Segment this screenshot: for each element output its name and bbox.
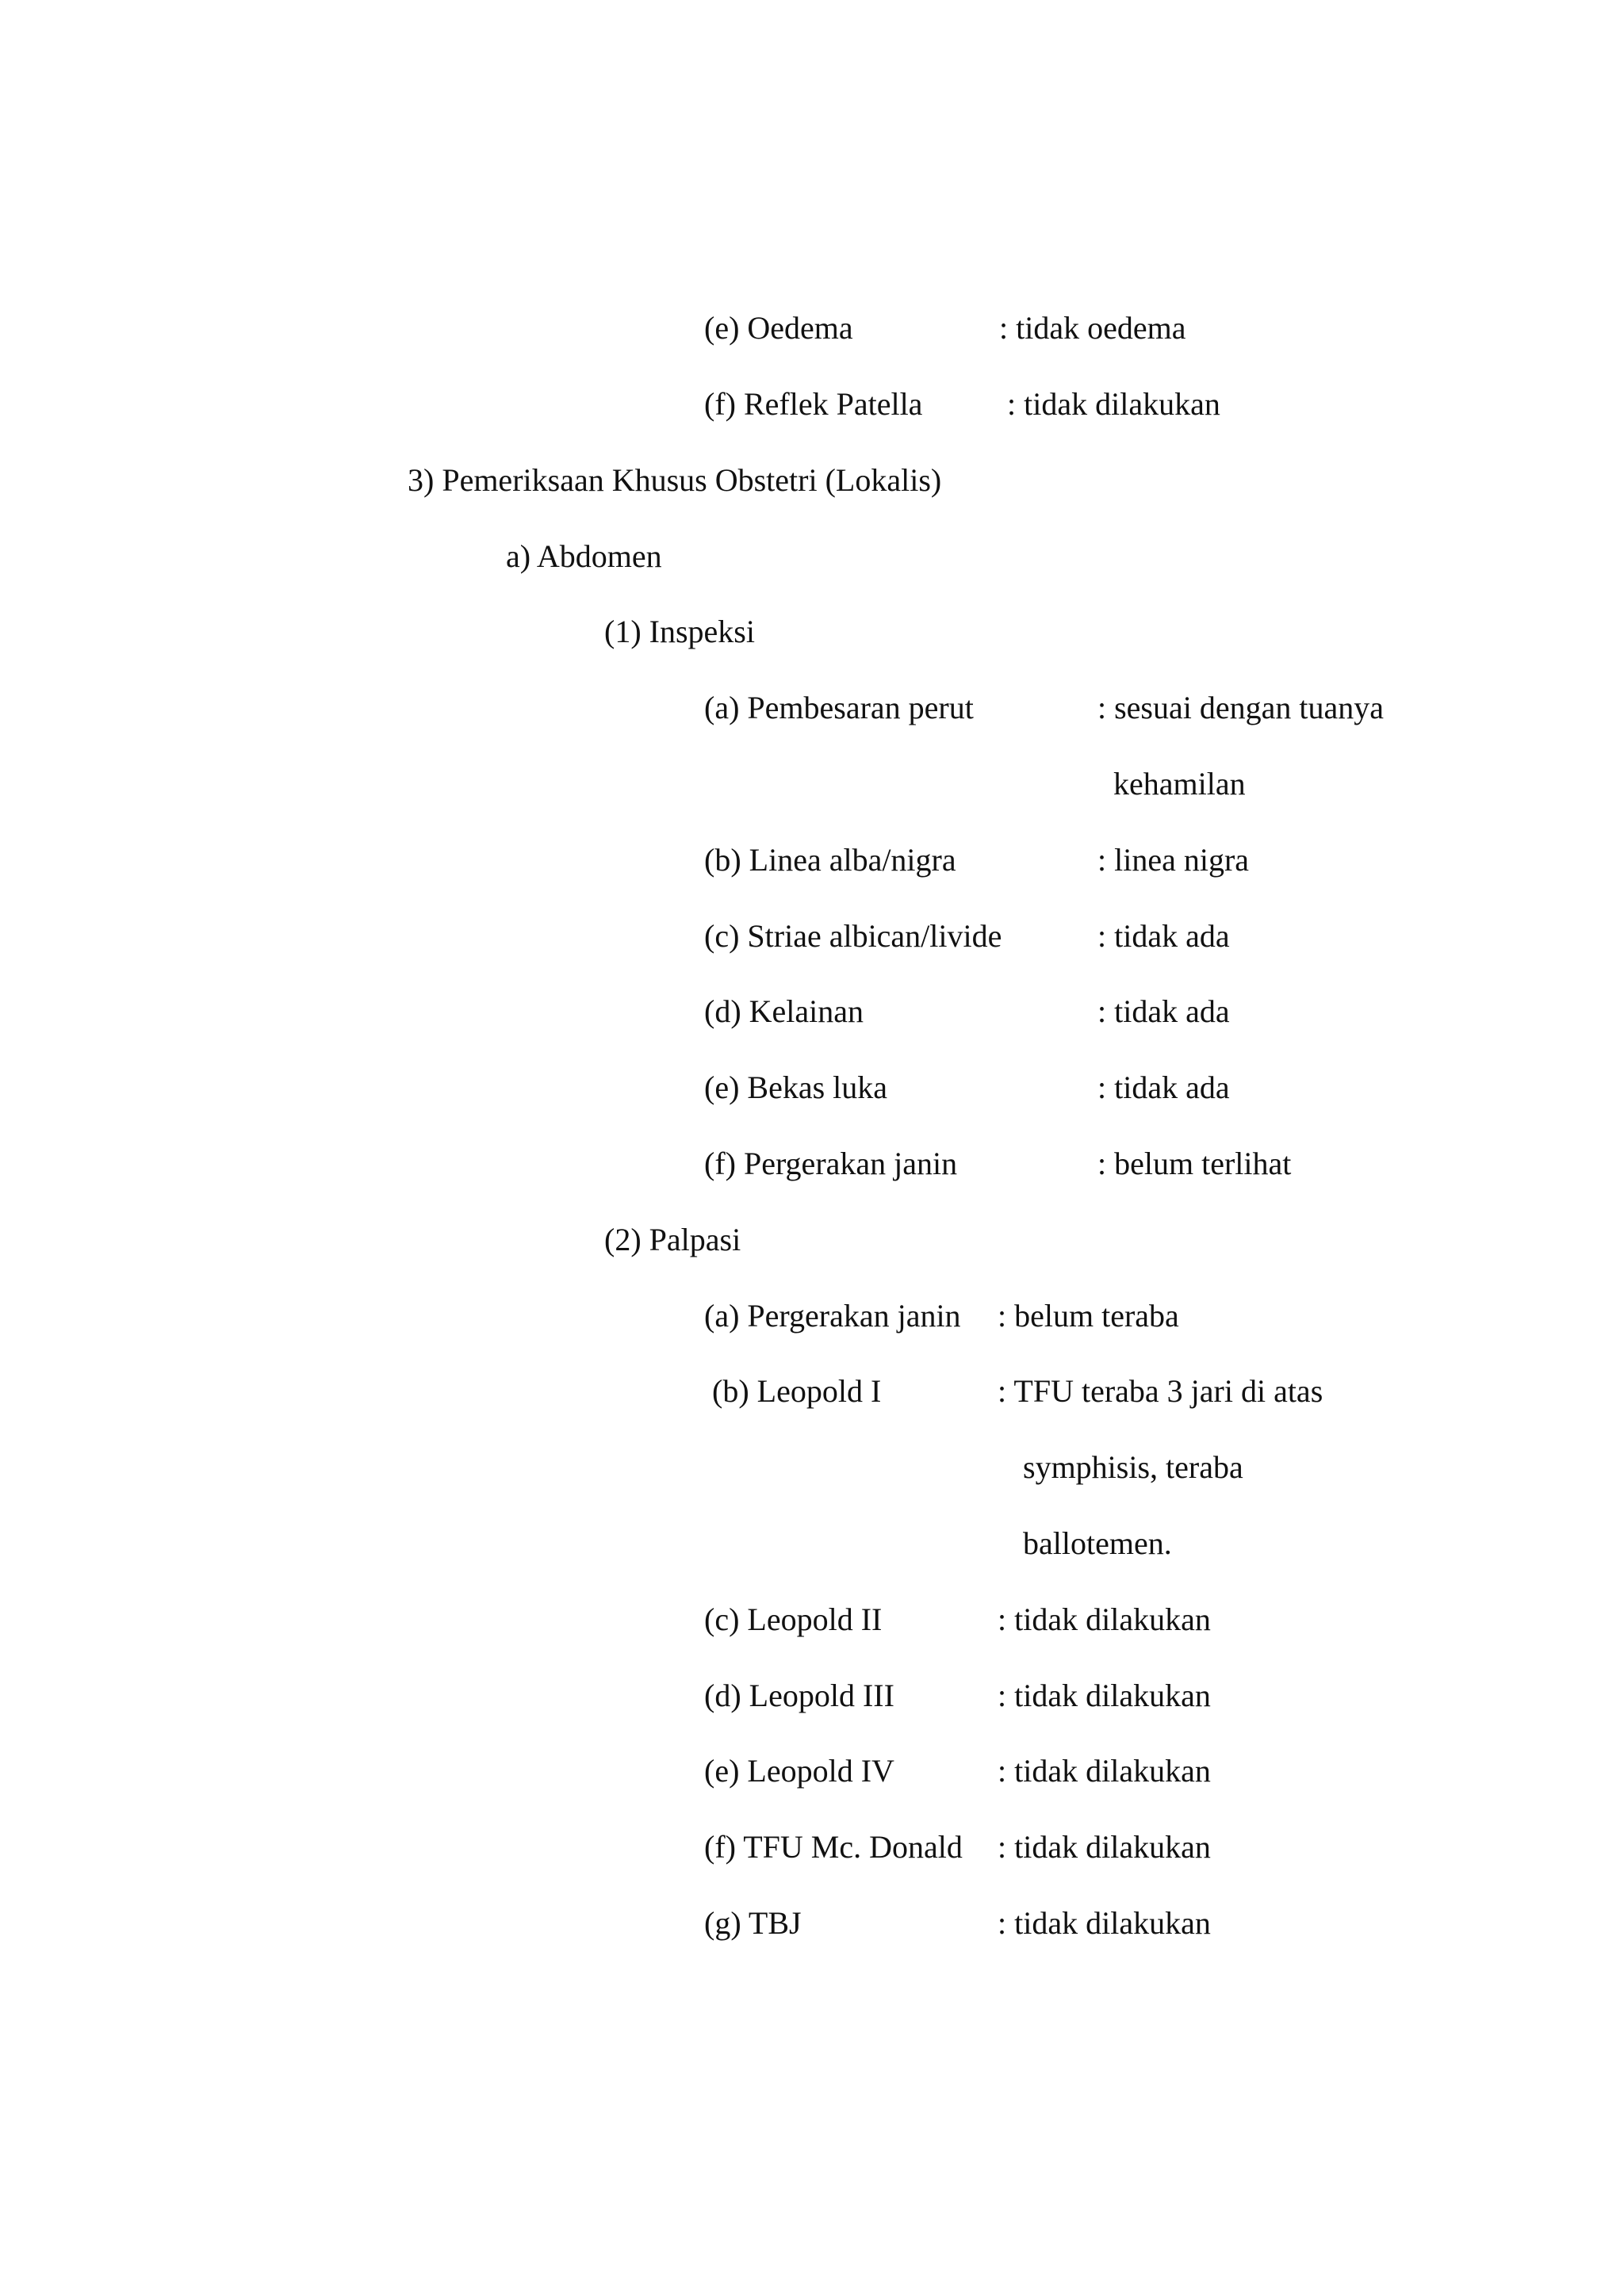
inspeksi-item-value: : tidak ada (1097, 993, 1230, 1029)
inspeksi-item-label: (e) Bekas luka (704, 1070, 888, 1105)
inspeksi-item-label: (c) Striae albican/livide (704, 918, 1002, 954)
inspeksi-heading: (1) Inspeksi (604, 614, 755, 649)
palpasi-heading: (2) Palpasi (604, 1222, 741, 1257)
palpasi-item-label: (f) TFU Mc. Donald (704, 1829, 963, 1865)
inspeksi-item-value: : sesuai dengan tuanya (1097, 690, 1384, 725)
palpasi-item-label: (c) Leopold II (704, 1601, 883, 1637)
palpasi-item-label: (e) Leopold IV (704, 1753, 894, 1789)
section-heading: 3) Pemeriksaan Khusus Obstetri (Lokalis) (408, 462, 942, 498)
palpasi-item-value: : belum teraba (998, 1298, 1179, 1334)
palpasi-item-value: : tidak dilakukan (998, 1753, 1211, 1789)
patella-value: : tidak dilakukan (1007, 386, 1220, 422)
palpasi-item-label: (d) Leopold III (704, 1678, 894, 1713)
patella-label: (f) Reflek Patella (704, 386, 923, 422)
palpasi-item-value: : tidak dilakukan (998, 1905, 1211, 1941)
abdomen-heading: a) Abdomen (506, 538, 662, 574)
inspeksi-item-label: (a) Pembesaran perut (704, 690, 974, 725)
palpasi-item-value: : TFU teraba 3 jari di atas (998, 1373, 1323, 1409)
inspeksi-item-value-continued: kehamilan (1113, 766, 1246, 802)
palpasi-item-value-continued: ballotemen. (1023, 1525, 1172, 1561)
oedema-value: : tidak oedema (999, 310, 1186, 346)
inspeksi-item-value: : tidak ada (1097, 918, 1230, 954)
palpasi-item-value: : tidak dilakukan (998, 1601, 1211, 1637)
inspeksi-item-value: : linea nigra (1097, 842, 1250, 878)
oedema-label: (e) Oedema (704, 310, 853, 346)
palpasi-item-value-continued: symphisis, teraba (1023, 1449, 1243, 1485)
palpasi-item-label: (g) TBJ (704, 1905, 802, 1941)
palpasi-item-value: : tidak dilakukan (998, 1829, 1211, 1865)
inspeksi-item-label: (f) Pergerakan janin (704, 1146, 958, 1181)
palpasi-item-value: : tidak dilakukan (998, 1678, 1211, 1713)
inspeksi-item-value: : tidak ada (1097, 1070, 1230, 1105)
palpasi-item-label: (b) Leopold I (712, 1373, 882, 1409)
inspeksi-item-label: (d) Kelainan (704, 993, 864, 1029)
palpasi-item-label: (a) Pergerakan janin (704, 1298, 961, 1334)
inspeksi-item-label: (b) Linea alba/nigra (704, 842, 956, 878)
inspeksi-item-value: : belum terlihat (1097, 1146, 1292, 1181)
